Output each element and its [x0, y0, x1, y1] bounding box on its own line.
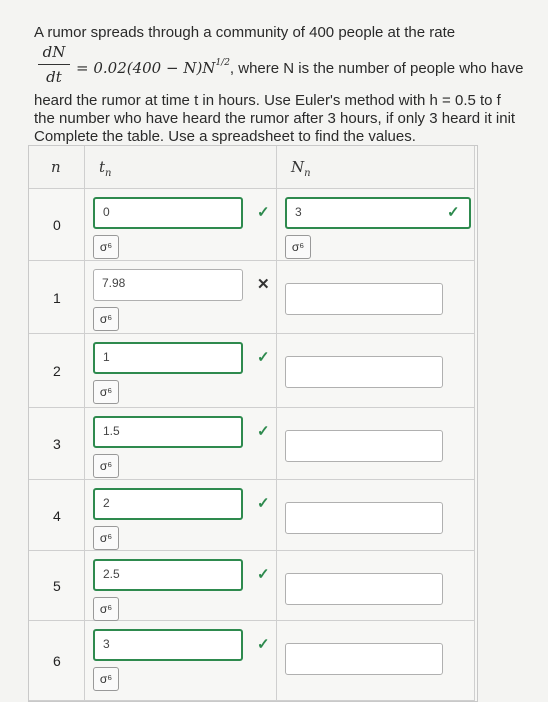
row-t-cell	[85, 334, 277, 408]
row-n-value: 0	[53, 217, 61, 233]
row-n-value: 3	[53, 436, 61, 452]
row-t-cell	[85, 480, 277, 551]
equation-editor-icon[interactable]: σ⁶	[93, 307, 119, 331]
check-icon: ✓	[257, 636, 270, 653]
header-n: n	[51, 158, 61, 176]
t-input[interactable]: 7.98	[93, 269, 243, 301]
row-t-cell	[85, 261, 277, 334]
fraction-numerator: dN	[42, 43, 66, 61]
row-N-cell	[277, 408, 475, 480]
row-N-cell	[277, 480, 475, 551]
t-input[interactable]: 2.5	[93, 559, 243, 591]
row-N-cell	[277, 261, 475, 334]
check-icon: ✓	[447, 204, 460, 221]
header-n-cell	[29, 146, 85, 189]
row-N-cell	[277, 334, 475, 408]
N-input[interactable]	[285, 283, 443, 315]
row-n-cell	[29, 551, 85, 621]
problem-line-3: heard the rumor at time t in hours. Use Euler's method with h = 0.5 to f	[34, 92, 501, 109]
equation-exponent: 1/2	[215, 58, 230, 68]
problem-statement	[34, 24, 548, 146]
N-input[interactable]	[285, 643, 443, 675]
row-n-value: 6	[53, 653, 61, 669]
rate-equation	[34, 42, 548, 92]
derivative-fraction	[38, 42, 70, 87]
row-n-value: 2	[53, 363, 61, 379]
header-N-cell	[277, 146, 475, 189]
problem-line-4: the number who have heard the rumor after 3 hours, if only 3 heard it init	[34, 110, 516, 127]
N-input[interactable]	[285, 430, 443, 462]
row-t-cell	[85, 408, 277, 480]
euler-table	[28, 145, 478, 702]
row-n-cell	[29, 621, 85, 701]
row-t-cell	[85, 551, 277, 621]
header-t: $t_n$	[99, 158, 112, 179]
cross-icon: ✕	[257, 276, 270, 293]
check-icon: ✓	[257, 495, 270, 512]
fraction-bar	[38, 64, 70, 65]
check-icon: ✓	[257, 204, 270, 221]
equation-editor-icon[interactable]: σ⁶	[93, 235, 119, 259]
equation-rhs	[76, 54, 523, 78]
t-input[interactable]: 3	[93, 629, 243, 661]
fraction-denominator: dt	[46, 68, 62, 86]
row-n-value: 4	[53, 508, 61, 524]
equation-editor-icon[interactable]: σ⁶	[93, 454, 119, 478]
row-N-cell	[277, 189, 475, 261]
row-n-value: 1	[53, 290, 61, 306]
row-n-cell	[29, 480, 85, 551]
N-input[interactable]	[285, 502, 443, 534]
check-icon: ✓	[257, 566, 270, 583]
row-N-cell	[277, 621, 475, 701]
row-N-cell	[277, 551, 475, 621]
header-N: $N_n$	[291, 158, 311, 179]
t-input[interactable]: 0	[93, 197, 243, 229]
N-input[interactable]	[285, 573, 443, 605]
row-n-cell	[29, 189, 85, 261]
row-t-cell	[85, 189, 277, 261]
equation-editor-icon[interactable]: σ⁶	[93, 526, 119, 550]
header-t-cell	[85, 146, 277, 189]
t-input[interactable]: 1	[93, 342, 243, 374]
t-input[interactable]: 2	[93, 488, 243, 520]
equation-editor-icon[interactable]: σ⁶	[93, 667, 119, 691]
check-icon: ✓	[257, 423, 270, 440]
row-n-cell	[29, 261, 85, 334]
t-input[interactable]: 1.5	[93, 416, 243, 448]
problem-line-1: A rumor spreads through a community of 400 people at the rate	[34, 24, 456, 41]
equation-editor-icon[interactable]: σ⁶	[93, 597, 119, 621]
equation-editor-icon[interactable]: σ⁶	[285, 235, 311, 259]
row-n-cell	[29, 408, 85, 480]
equation-editor-icon[interactable]: σ⁶	[93, 380, 119, 404]
row-n-cell	[29, 334, 85, 408]
N-input[interactable]: 3	[285, 197, 471, 229]
equation-tail: , where N is the number of people who have	[229, 60, 524, 77]
row-t-cell	[85, 621, 277, 701]
check-icon: ✓	[257, 349, 270, 366]
N-input[interactable]	[285, 356, 443, 388]
equation-expression: = 0.02(400 − N)N	[76, 59, 216, 77]
row-n-value: 5	[53, 578, 61, 594]
problem-line-5: Complete the table. Use a spreadsheet to find the values.	[34, 128, 416, 145]
